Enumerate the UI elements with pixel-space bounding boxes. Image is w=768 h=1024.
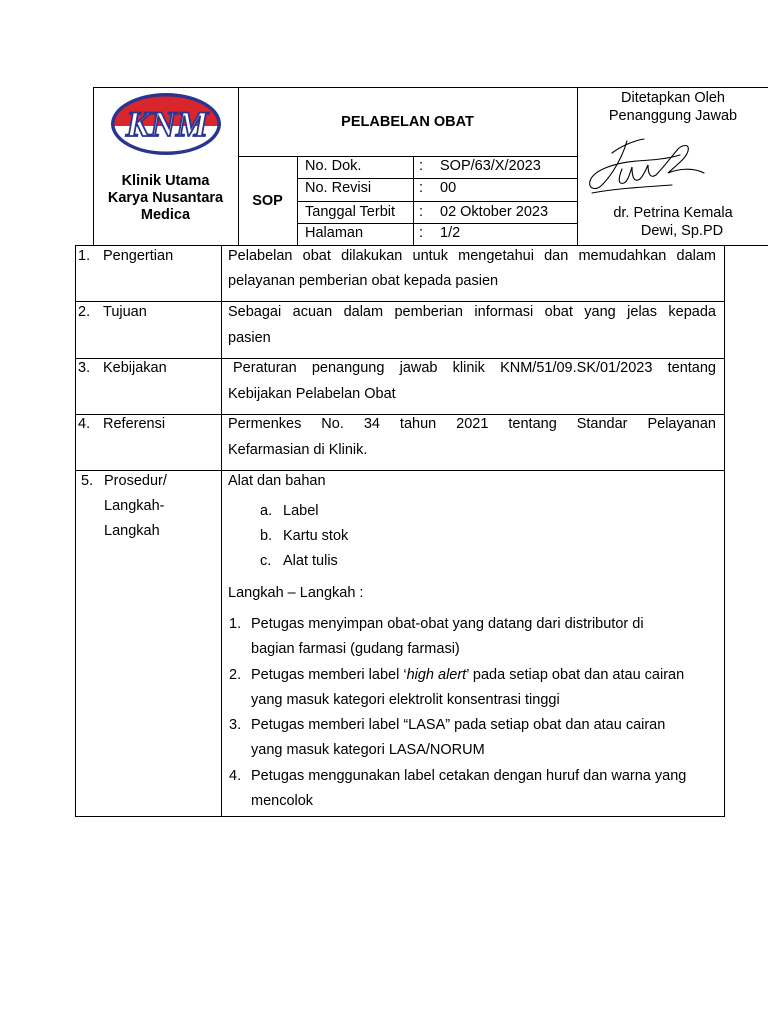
signer-line2: Dewi, Sp.PD: [640, 223, 724, 239]
svg-text:KNM: KNM: [125, 104, 209, 144]
meta-label-halaman: Halaman: [305, 225, 364, 241]
step-text: yang masuk kategori LASA/NORUM: [251, 742, 485, 758]
section-label-prosedur: Langkah: [104, 523, 160, 539]
signer-line1: dr. Petrina Kemala: [613, 205, 733, 221]
clinic-name-line3: Medica: [140, 207, 191, 223]
step-number: 4.: [229, 768, 242, 784]
section-label-referensi: Referensi: [103, 416, 166, 432]
section-label-kebijakan: Kebijakan: [103, 360, 167, 376]
kebijakan-line1: Peraturan penangung jawab klinik KNM/51/09.SK/01/2023 tentang: [233, 360, 716, 376]
meta-label-tanggal-terbit: Tanggal Terbit: [305, 204, 396, 220]
meta-value-tanggal-terbit: 02 Oktober 2023: [440, 204, 549, 220]
approval-line1: Ditetapkan Oleh: [621, 90, 725, 106]
section-label-prosedur: Prosedur/: [104, 473, 167, 489]
material-marker: a.: [260, 503, 273, 519]
referensi-line1: Permenkes No. 34 tahun 2021 tentang Standar Pelayanan: [228, 416, 716, 432]
section-label-pengertian: Pengertian: [103, 248, 174, 264]
pengertian-line2: pelayanan pemberian obat kepada pasien: [228, 273, 499, 289]
section-num: 4.: [78, 416, 91, 432]
step-text: yang masuk kategori elektrolit konsentrasi tinggi: [251, 692, 560, 708]
meta-value-halaman: 1/2: [440, 225, 461, 241]
kebijakan-line2: Kebijakan Pelabelan Obat: [228, 386, 396, 402]
pengertian-line1: Pelabelan obat dilakukan untuk mengetahui dan memudahkan dalam: [228, 248, 716, 264]
meta-sep: :: [419, 204, 424, 220]
document-title: PELABELAN OBAT: [341, 114, 474, 130]
section-label-tujuan: Tujuan: [103, 304, 147, 320]
section-num: 1.: [78, 248, 91, 264]
material-marker: c.: [260, 553, 272, 569]
section-num: 3.: [78, 360, 91, 376]
step-text: Petugas memberi label “LASA” pada setiap obat dan atau cairan: [251, 717, 666, 733]
meta-sep: :: [419, 225, 424, 241]
referensi-line2: Kefarmasian di Klinik.: [228, 442, 368, 458]
meta-value-no-dok: SOP/63/X/2023: [440, 158, 541, 174]
step-text-emphasis: high alert: [406, 667, 467, 683]
document-type-label: SOP: [252, 193, 283, 209]
step-text: [251, 666, 684, 684]
step-text-part: ’ pada setiap obat dan atau cairan: [466, 667, 685, 683]
step-text: Petugas menyimpan obat-obat yang datang dari distributor di: [251, 616, 644, 632]
step-number: 2.: [229, 667, 242, 683]
section-label-prosedur: Langkah-: [104, 498, 165, 514]
meta-row-line: [297, 201, 577, 202]
tujuan-line2: pasien: [228, 330, 271, 346]
body-divider-column: [221, 245, 222, 817]
meta-sep: :: [419, 158, 424, 174]
section-num: 5.: [81, 473, 94, 489]
material-item: Kartu stok: [283, 528, 349, 544]
step-text: Petugas menggunakan label cetakan dengan huruf dan warna yang: [251, 768, 687, 784]
steps-heading: Langkah – Langkah :: [228, 585, 364, 601]
material-marker: b.: [260, 528, 273, 544]
meta-value-no-revisi: 00: [440, 180, 457, 196]
meta-label-no-dok: No. Dok.: [305, 158, 362, 174]
signature: [582, 133, 712, 203]
step-text-part: Petugas memberi label ‘: [251, 667, 407, 683]
materials-heading: Alat dan bahan: [228, 473, 326, 489]
body-row-line: [75, 470, 725, 471]
step-text: mencolok: [251, 793, 314, 809]
step-number: 1.: [229, 616, 242, 632]
header-divider-logo: [238, 87, 239, 246]
material-item: Label: [283, 503, 319, 519]
body-row-line: [75, 301, 725, 302]
meta-sep: :: [419, 180, 424, 196]
clinic-name-line2: Karya Nusantara: [107, 190, 224, 206]
clinic-logo: [110, 91, 222, 157]
meta-label-no-revisi: No. Revisi: [305, 180, 372, 196]
tujuan-line1: Sebagai acuan dalam pemberian informasi obat yang jelas kepada: [228, 304, 716, 320]
step-number: 3.: [229, 717, 242, 733]
material-item: Alat tulis: [283, 553, 338, 569]
approval-line2: Penanggung Jawab: [608, 108, 738, 124]
step-text: bagian farmasi (gudang farmasi): [251, 641, 460, 657]
clinic-name-line1: Klinik Utama: [121, 173, 210, 189]
section-num: 2.: [78, 304, 91, 320]
